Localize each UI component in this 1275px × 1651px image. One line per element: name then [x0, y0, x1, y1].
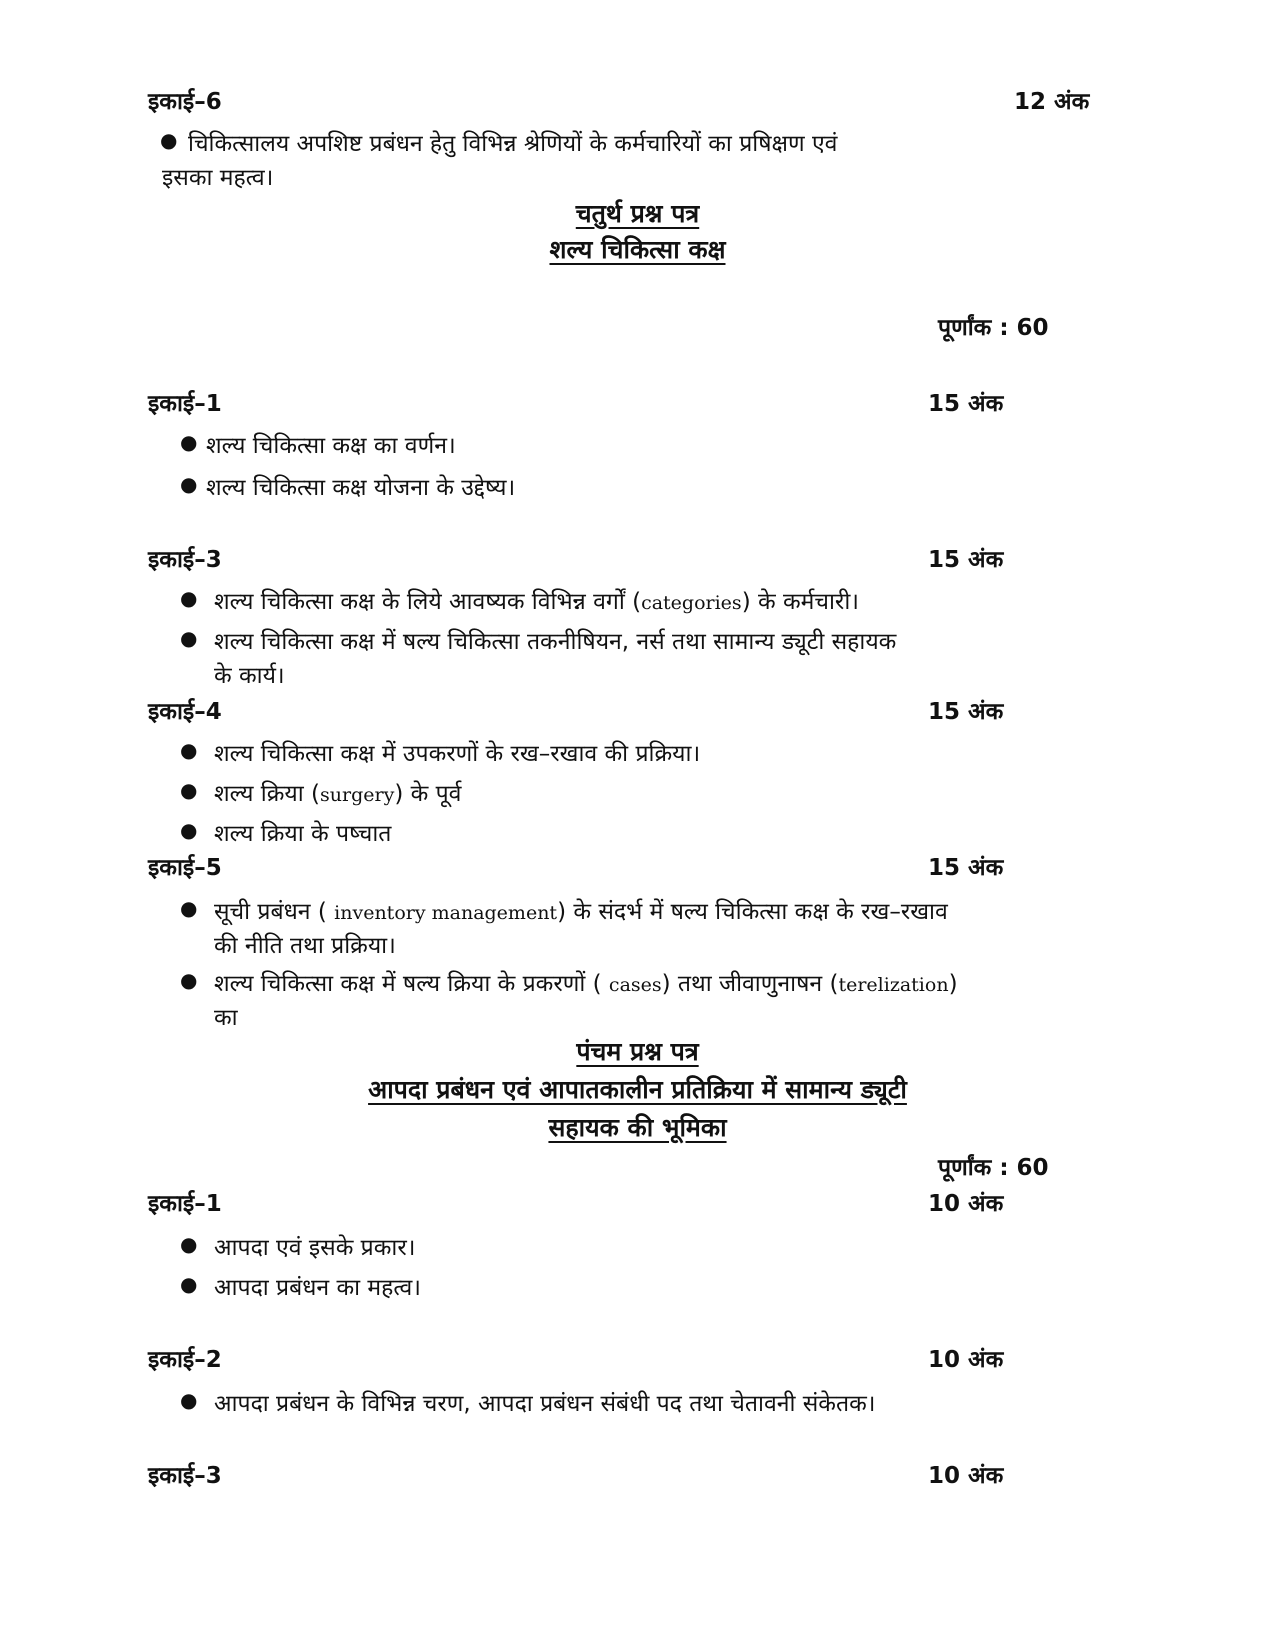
- bullet-continuation: का: [214, 1005, 238, 1031]
- bullet-item: [180, 894, 948, 926]
- bullet-icon: ●: [180, 738, 198, 762]
- bullet-icon: ●: [180, 586, 198, 610]
- bullet-item: [180, 776, 461, 808]
- unit-label: इकाई–3: [148, 547, 222, 573]
- bullet-item: [180, 736, 700, 768]
- bullet-continuation: के कार्य।: [214, 663, 285, 689]
- bullet-text: शल्य चिकित्सा कक्ष में षल्य क्रिया के प्रकरणों ( cases) तथा जीवाणुनाषन (terelization): [214, 971, 958, 997]
- bullet-icon: ●: [180, 896, 198, 920]
- bullet-text: शल्य चिकित्सा कक्ष के लिये आवष्यक विभिन्न वर्गों (categories) के कर्मचारी।: [214, 589, 860, 615]
- bullet-continuation: की नीति तथा प्रक्रिया।: [214, 933, 396, 959]
- unit-label: इकाई–4: [148, 699, 222, 725]
- unit-marks: 10 अंक: [928, 1347, 1004, 1373]
- unit-label: इकाई–1: [148, 1191, 222, 1217]
- bullet-text: शल्य चिकित्सा कक्ष में उपकरणों के रख–रखाव की प्रक्रिया।: [214, 741, 701, 767]
- bullet-item: [180, 428, 456, 460]
- bullet-item: [180, 584, 859, 616]
- bullet-item: [180, 1270, 421, 1302]
- full-marks: पूर्णांक : 60: [938, 315, 1049, 341]
- unit-label: इकाई–3: [148, 1463, 222, 1489]
- unit-label: इकाई–2: [148, 1347, 222, 1373]
- bullet-icon: ●: [180, 472, 198, 496]
- bullet-text: शल्य क्रिया के पष्चात: [214, 821, 392, 847]
- unit-marks: 15 अंक: [928, 391, 1004, 417]
- unit-label: इकाई–1: [148, 391, 222, 417]
- unit-label: इकाई–5: [148, 855, 222, 881]
- unit-marks: 12 अंक: [1014, 89, 1090, 115]
- bullet-icon: ●: [180, 626, 198, 650]
- unit-marks: 15 अंक: [928, 855, 1004, 881]
- bullet-icon: ●: [180, 968, 198, 992]
- bullet-item: [180, 1230, 416, 1262]
- bullet-text: शल्य चिकित्सा कक्ष में षल्य चिकित्सा तकनीषियन, नर्स तथा सामान्य ड्यूटी सहायक: [214, 629, 897, 655]
- bullet-item: [180, 624, 896, 656]
- paper5-title: पंचम प्रश्न पत्र: [576, 1037, 699, 1066]
- bullet-text: चिकित्सालय अपशिष्ट प्रबंधन हेतु विभिन्न श्रेणियों के कर्मचारियों का प्रषिक्षण एवं: [188, 131, 838, 157]
- bullet-text: शल्य क्रिया (surgery) के पूर्व: [214, 781, 462, 807]
- paper4-subtitle: शल्य चिकित्सा कक्ष: [549, 235, 726, 264]
- full-marks: पूर्णांक : 60: [938, 1155, 1049, 1181]
- paper4-title: चतुर्थ प्रश्न पत्र: [575, 199, 700, 228]
- unit-marks: 15 अंक: [928, 699, 1004, 725]
- paper5-subtitle: आपदा प्रबंधन एवं आपातकालीन प्रतिक्रिया में सामान्य ड्यूटी: [368, 1075, 907, 1104]
- bullet-item: [180, 1386, 875, 1418]
- bullet-item: [180, 470, 515, 502]
- bullet-icon: ●: [180, 1272, 198, 1296]
- bullet-icon: ●: [180, 430, 198, 454]
- bullet-item: [180, 966, 958, 998]
- bullet-text: शल्य चिकित्सा कक्ष योजना के उद्देष्य।: [206, 475, 516, 501]
- bullet-continuation: इसका महत्व।: [162, 165, 274, 191]
- unit-marks: 10 अंक: [928, 1191, 1004, 1217]
- bullet-text: आपदा प्रबंधन का महत्व।: [214, 1275, 421, 1301]
- bullet-text: आपदा प्रबंधन के विभिन्न चरण, आपदा प्रबंधन संबंधी पद तथा चेतावनी संकेतक।: [214, 1391, 876, 1417]
- unit-marks: 10 अंक: [928, 1463, 1004, 1489]
- unit-marks: 15 अंक: [928, 547, 1004, 573]
- bullet-icon: ●: [180, 1232, 198, 1256]
- bullet-icon: ●: [180, 818, 198, 842]
- paper5-subtitle-2: सहायक की भूमिका: [548, 1113, 727, 1142]
- bullet-icon: ●: [160, 128, 178, 152]
- bullet-text: सूची प्रबंधन ( inventory management) के संदर्भ में षल्य चिकित्सा कक्ष के रख–रखाव: [214, 899, 948, 925]
- bullet-text: आपदा एवं इसके प्रकार।: [214, 1235, 416, 1261]
- unit-label: इकाई–6: [148, 89, 222, 115]
- bullet-text: शल्य चिकित्सा कक्ष का वर्णन।: [206, 433, 456, 459]
- bullet-icon: ●: [180, 778, 198, 802]
- bullet-icon: ●: [180, 1388, 198, 1412]
- bullet-item: [180, 816, 391, 848]
- bullet-item: [160, 126, 838, 158]
